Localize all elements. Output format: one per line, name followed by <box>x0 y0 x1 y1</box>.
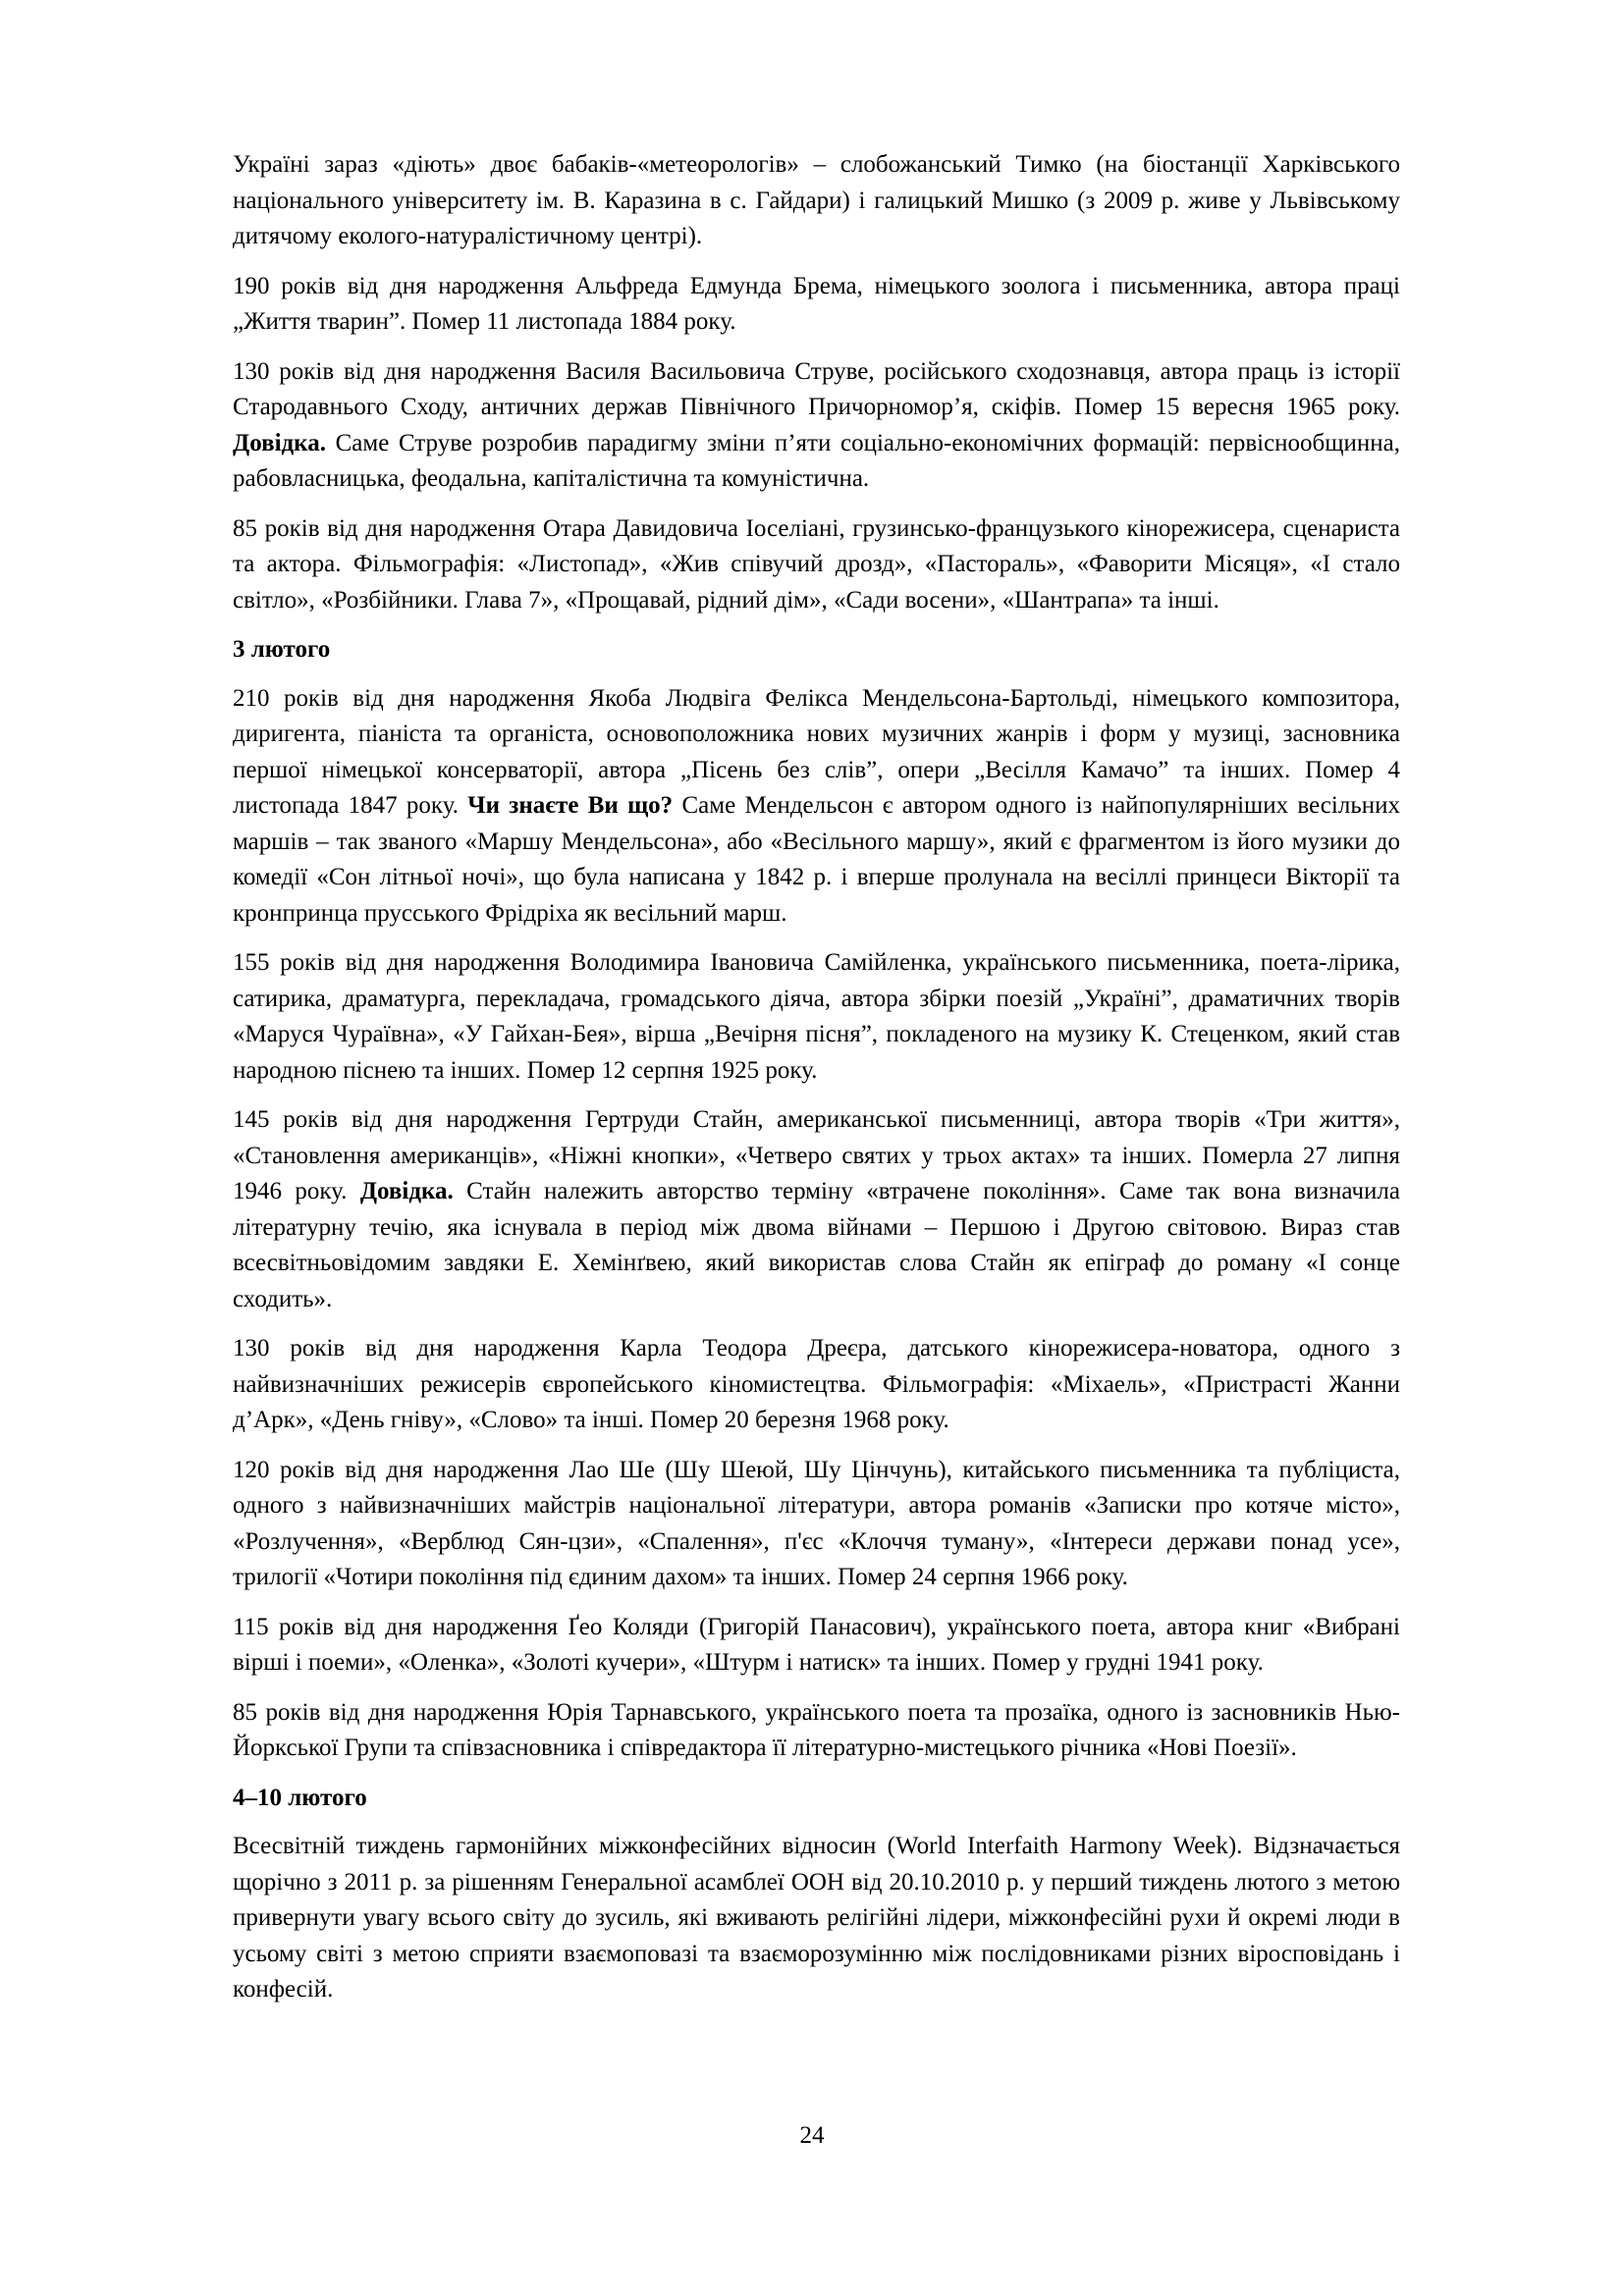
paragraph-text: Стайн належить авторство терміну «втрачене покоління». Саме так вона визначила літературну течію, яка існувала в період між двома війнами – Першою і Другою світовою. Вираз став всесвітньовідомим завдяки Е. Хемінґвею, який використав слова Стайн як епіграф до роману «І сонце сходить». <box>233 1178 1400 1312</box>
paragraph-text: 145 років від дня народження Гертруди Стайн, американської письменниці, автора творів «Три життя», «Становлення американців», «Ніжні кнопки», «Четверо святих у трьох актах» та інших. Померла 27 липня 1946 року. <box>233 1106 1400 1204</box>
paragraph-stein <box>233 1102 1400 1317</box>
paragraph-tarnavsky <box>233 1695 1400 1767</box>
heading-text: 4–10 лютого <box>233 1784 367 1811</box>
heading-text: 3 лютого <box>233 636 331 663</box>
paragraph-text: 130 років від дня народження Карла Теодора Дреєра, датського кінорежисера-новатора, одного з найвизначніших режисерів європейського кіномистецтва. Фільмографія: «Міхаель», «Пристрасті Жанни д’Арк», «День гніву», «Слово» та інші. Помер 20 березня 1968 року. <box>233 1335 1400 1433</box>
paragraph-dreyer <box>233 1331 1400 1439</box>
paragraph-text: 85 років від дня народження Отара Давидовича Іоселіані, грузинсько-французького кінорежисера, сценариста та актора. Фільмографія: «Листопад», «Жив співучий дрозд», «Пастораль», «Фаворити Місяця», «І стало світло», «Розбійники. Глава 7», «Прощавай, рідний дім», «Сади восени», «Шантрапа» та інші. <box>233 514 1400 614</box>
did-you-know-label: Чи знаєте Ви що? <box>467 792 674 819</box>
document-page <box>233 147 1400 2022</box>
paragraph-text: Всесвітній тиждень гармонійних міжконфесійних відносин (World Interfaith Harmony Week). Відзначається щорічно з 2011 р. за рішенням Генеральної асамблеї ООН від 20.10.2010 р. у перший тиждень лютого з метою привернути увагу всього світу до зусиль, які вживають релігійні лідери, міжконфесійні рухи й окремі люди в усьому світі з метою сприяти взаємоповазі та взаєморозумінню між послідовниками різних віросповідань і конфесій. <box>233 1833 1400 2002</box>
paragraph-text: Саме Струве розробив парадигму зміни п’яти соціально-економічних формацій: первіснообщинна, рабовласницька, феодальна, капіталістична та комуністична. <box>233 429 1400 492</box>
date-heading-feb-4-10 <box>233 1781 1400 1817</box>
paragraph-text: 210 років від дня народження Якоба Людвіга Фелікса Мендельсона-Бартольді, німецького композитора, диригента, піаніста та органіста, основоположника нових музичних жанрів і форм у музиці, засновника першої німецької консерваторії, автора „Пісень без слів”, опери „Весілля Камачо” та інших. Помер 4 листопада 1847 року. <box>233 684 1400 819</box>
date-heading-feb-3 <box>233 632 1400 668</box>
paragraph-struve <box>233 354 1400 498</box>
paragraph-text: 155 років від дня народження Володимира Івановича Самійленка, українського письменника, поета-лірика, сатирика, драматурга, перекладача, громадського діяча, автора збірки поезій „Україні”, драматичних творів «Маруся Чураївна», «У Гайхан-Бея», вірша „Вечірня пісня”, покладеного на музику К. Стеценком, який став народною піснею та інших. Помер 12 серпня 1925 року. <box>233 949 1400 1084</box>
paragraph-groundhogs <box>233 147 1400 255</box>
paragraph-text: 190 років від дня народження Альфреда Едмунда Брема, німецького зоолога і письменника, автора праці „Життя тварин”. Помер 11 листопада 1884 року. <box>233 272 1400 335</box>
note-label: Довідка. <box>233 429 326 456</box>
paragraph-ioseliani <box>233 511 1400 619</box>
paragraph-brehm <box>233 269 1400 341</box>
note-label: Довідка. <box>359 1178 454 1204</box>
page-number: 24 <box>799 2122 825 2149</box>
paragraph-text: Україні зараз «діють» двоє бабаків-«метеорологів» – слобожанський Тимко (на біостанції Харківського національного університету ім. В. Каразина в с. Гайдари) і галицький Мишко (з 2009 р. живе у Львівському дитячому еколого-натуралістичному центрі). <box>233 151 1400 249</box>
paragraph-text: 85 років від дня народження Юрія Тарнавського, українського поета та прозаїка, одного із засновників Нью-Йоркської Групи та співзасновника і співредактора її літературно-мистецького річника «Нові Поезії». <box>233 1698 1400 1761</box>
paragraph-lao-she <box>233 1453 1400 1596</box>
paragraph-samiilenko <box>233 945 1400 1089</box>
paragraph-text: 130 років від дня народження Василя Васильовича Струве, російського сходознавця, автора праць із історії Стародавнього Сходу, античних держав Північного Причорномор’я, скіфів. Помер 15 вересня 1965 року. <box>233 357 1400 420</box>
paragraph-koliada <box>233 1610 1400 1682</box>
paragraph-text: 120 років від дня народження Лао Ше (Шу Шеюй, Шу Цінчунь), китайського письменника та публіциста, одного з найвизначніших майстрів національної літератури, автора романів «Записки про котяче місто», «Розлучення», «Верблюд Сян-цзи», «Спалення», п'єс «Клоччя туману», «Інтереси держави понад усе», трилогії «Чотири покоління під єдиним дахом» та інших. Помер 24 серпня 1966 року. <box>233 1456 1400 1590</box>
paragraph-text: 115 років від дня народження Ґео Коляди (Григорій Панасович), українського поета, автора книг «Вибрані вірші і поеми», «Оленка», «Золоті кучери», «Штурм і натиск» та інших. Помер у грудні 1941 року. <box>233 1613 1400 1676</box>
paragraph-mendelssohn <box>233 681 1400 933</box>
paragraph-interfaith-week <box>233 1829 1400 2008</box>
paragraph-text: Саме Мендельсон є автором одного із найпопулярніших весільних маршів – так званого «Маршу Мендельсона», або «Весільного маршу», який є фрагментом із його музики до комедії «Сон літньої ночі», що була написана у 1842 р. і вперше пролунала на весіллі принцеси Вікторії та кронпринца прусського Фрідріха як весільний марш. <box>233 792 1400 927</box>
